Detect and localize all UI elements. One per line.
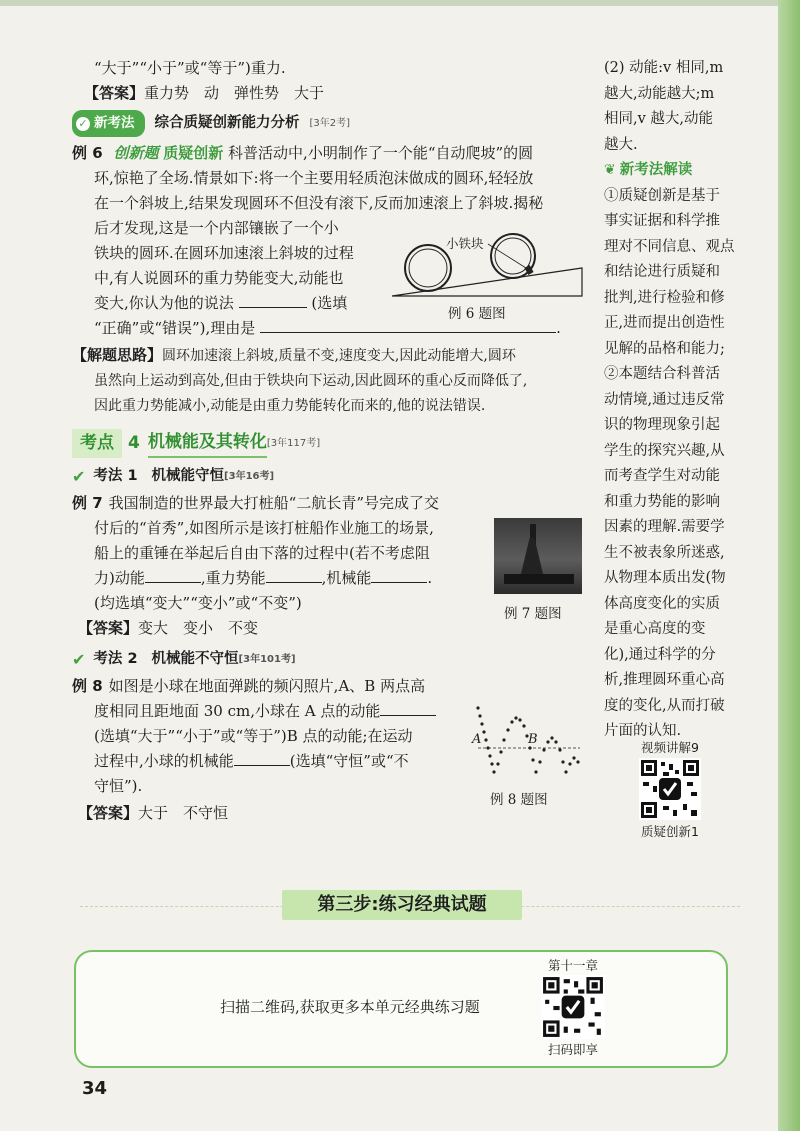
side-line: 批判,进行检验和修	[604, 289, 725, 306]
innovation-tag: 创新题	[113, 144, 159, 162]
new-method-pill: ✓ 新考法	[72, 110, 145, 137]
step-three-title: 第三步:练习经典试题	[282, 890, 522, 920]
kaofa-2-header: ✔ 考法 2 机械能不守恒 [3年101考]	[72, 647, 598, 672]
side-line: 事实证据和科学推	[604, 213, 720, 229]
incline-rings-drawing	[388, 232, 586, 302]
qr-code-icon	[541, 975, 605, 1039]
prev-answer	[84, 81, 598, 106]
side-explanation	[604, 184, 744, 745]
top-edge	[0, 0, 800, 6]
video-caption: 质疑创新1	[641, 824, 699, 839]
side-line: 化),通过科学的分	[604, 646, 716, 663]
kaodian-header	[72, 429, 598, 458]
kaodian-box: 考点	[72, 429, 122, 458]
side-line: ②本题结合科普活	[604, 366, 720, 382]
side-line: 正,进而提出创造性	[604, 315, 725, 331]
chapter-qr-code[interactable]	[541, 975, 605, 1039]
side-line: 度的变化,从而打破	[604, 697, 725, 714]
kaodian-title: 机械能及其转化	[148, 430, 267, 458]
example-6-figure	[388, 232, 586, 322]
answer-blank[interactable]	[239, 293, 307, 308]
new-method-explain-header: ❦ 新考法解读	[604, 158, 744, 184]
side-line: 体高度变化的实质	[604, 595, 720, 612]
side-line: 生不被表象所迷惑,	[604, 544, 725, 561]
pile-driver-photo	[494, 518, 582, 594]
side-line: 动情境,通过违反常	[604, 391, 725, 408]
iron-block-label: 小铁块	[446, 236, 484, 251]
example-8-figure	[468, 702, 584, 810]
point-a-label: A	[472, 732, 482, 747]
question-tag: 质疑创新	[163, 144, 224, 162]
scan-qr-box[interactable]	[74, 950, 728, 1068]
side-line: 是重心高度的变	[604, 621, 706, 637]
checkmark-icon: ✔	[72, 650, 86, 669]
page-number: 34	[82, 1078, 108, 1099]
new-method-title: 综合质疑创新能力分析	[154, 115, 300, 131]
new-method-header	[72, 110, 598, 137]
compare-blank[interactable]	[380, 701, 436, 716]
side-line: 因素的理解.需要学	[604, 519, 725, 535]
conserve-blank[interactable]	[234, 751, 290, 766]
figure-caption: 例 8 题图	[490, 792, 548, 808]
kaofa-1-header: ✔ 考法 1 机械能守恒 [3年16考]	[72, 464, 598, 489]
video-qr-code[interactable]	[639, 758, 701, 820]
check-icon: ✓	[76, 117, 90, 131]
kaodian-sup: [3年117考]	[266, 438, 321, 449]
answer-tag: 【答案】	[84, 84, 145, 102]
scan-caption: 扫码即享	[547, 1042, 598, 1057]
example-label: 例 6	[72, 144, 103, 162]
side-line: 析,推理圆环重心高	[604, 672, 725, 688]
answer-text: 重力势 动 弹性势 大于	[144, 84, 325, 102]
side-line: 识的物理现象引起	[604, 417, 720, 433]
side-line: 片面的认知.	[604, 723, 682, 739]
solution-idea-tag: 【解题思路】	[72, 346, 163, 364]
video-qr-block[interactable]	[626, 738, 714, 840]
qr-code-icon	[639, 758, 701, 820]
side-line: 而考查学生对动能	[604, 468, 720, 484]
side-column: (2) 动能:v 相同,m 越大,动能越大;m 相同,v 越大,动能 越大. ❦ 新考法解读 ①质疑创新是基于 事实证据和科学推 理对不同信息、观点 和结论进行质疑和 批判,进行检验和修 正,进而提出创造性 见解的品格和能力; ②本题结合科普活 动情境,通过违反常 识的物理现象引起 学生的探究兴趣,从 而考查学生对动能 和重力势能的影响 因素的理解.需要学 生不被表象所迷惑, 从物理本质出发(物 体高度变化的实质 是重心高度的变 化),通过科学的分 析,推理圆环重心高 度的变化,从而打破 片面的认知.	[604, 56, 744, 745]
mechanical-blank[interactable]	[371, 568, 427, 583]
example-8: 例 8 如图是小球在地面弹跳的频闪照片,A、B 两点高 度相同且距地面 30 cm,小球在 A 点的动能 (选填“大于”“小于”或“等于”)B 点的动能;在运动 过程中,小球的机械能 (选填“守恒”或“不 守恒”). 【答案】大于 不守恒	[72, 674, 598, 826]
step-three-band	[0, 888, 778, 922]
side-line: 和结论进行质疑和	[604, 264, 720, 280]
potential-blank[interactable]	[266, 568, 322, 583]
checkmark-icon: ✔	[72, 467, 86, 486]
figure-caption: 例 7 题图	[504, 606, 562, 622]
video-title: 视频讲解9	[641, 740, 699, 755]
page-edge-strip	[778, 0, 800, 1131]
scan-text: 扫描二维码,获取更多本单元经典练习题	[220, 998, 480, 1016]
bouncing-ball-photo	[468, 702, 584, 784]
side-line: 从物理本质出发(物	[604, 570, 726, 586]
side-line: 理对不同信息、观点	[604, 238, 735, 255]
leaf-icon: ❦	[604, 162, 616, 178]
example-6: 例 6 创新题 质疑创新 科普活动中,小明制作了一个能“自动爬坡”的圆 环,惊艳了全场.情景如下:将一个主要用轻质泡沫做成的圆环,轻轻放 在一个斜坡上,结果发现圆环不但没有滚下,反而加速滚上了斜坡.揭秘 后才发现,这是一个内部镶嵌了一个小 铁块的圆环.在圆环加速滚上斜坡的过程 中,有人说圆环的重力势能变大,动能也 变大,你认为他的说法 (选填 “正确”或“错误”),理由是 . 【解题思路】圆环加速滚上斜坡,质量不变,速度变大,因此动能增大,圆环 虽然向上运动到高处,但由于铁块向下运动,因此圆环的重心反而降低了, 因此重力势能减小,动能是由重力势能转化而来的,他的说法错误.	[72, 144, 561, 414]
new-method-sup: [3年2考]	[309, 118, 351, 129]
example-7: 例 7 我国制造的世界最大打桩船“二航长青”号完成了交 付后的“首秀”,如图所示是该打桩船作业施工的场景, 船上的重锤在举起后自由下落的过程中(若不考虑阻 力)动能 ,重力势能 ,机械能 . (均选填“变大”“变小”或“不变”) 【答案】变大 变小 不变	[72, 494, 440, 637]
chapter-label: 第十一章	[547, 958, 598, 973]
side-line: 见解的品格和能力;	[604, 340, 725, 357]
prev-question-tail: “大于”“小于”或“等于”)重力.	[94, 59, 286, 77]
side-line: 和重力势能的影响	[604, 493, 720, 510]
side-line: 学生的探究兴趣,从	[604, 442, 725, 459]
kaodian-number: 4	[128, 433, 140, 453]
point-b-label: B	[528, 732, 538, 747]
kinetic-blank[interactable]	[145, 568, 201, 583]
chapter-qr[interactable]	[528, 956, 618, 1058]
side-line: ①质疑创新是基于	[604, 187, 720, 204]
example-7-figure	[494, 518, 584, 628]
figure-caption: 例 6 题图	[448, 306, 506, 322]
